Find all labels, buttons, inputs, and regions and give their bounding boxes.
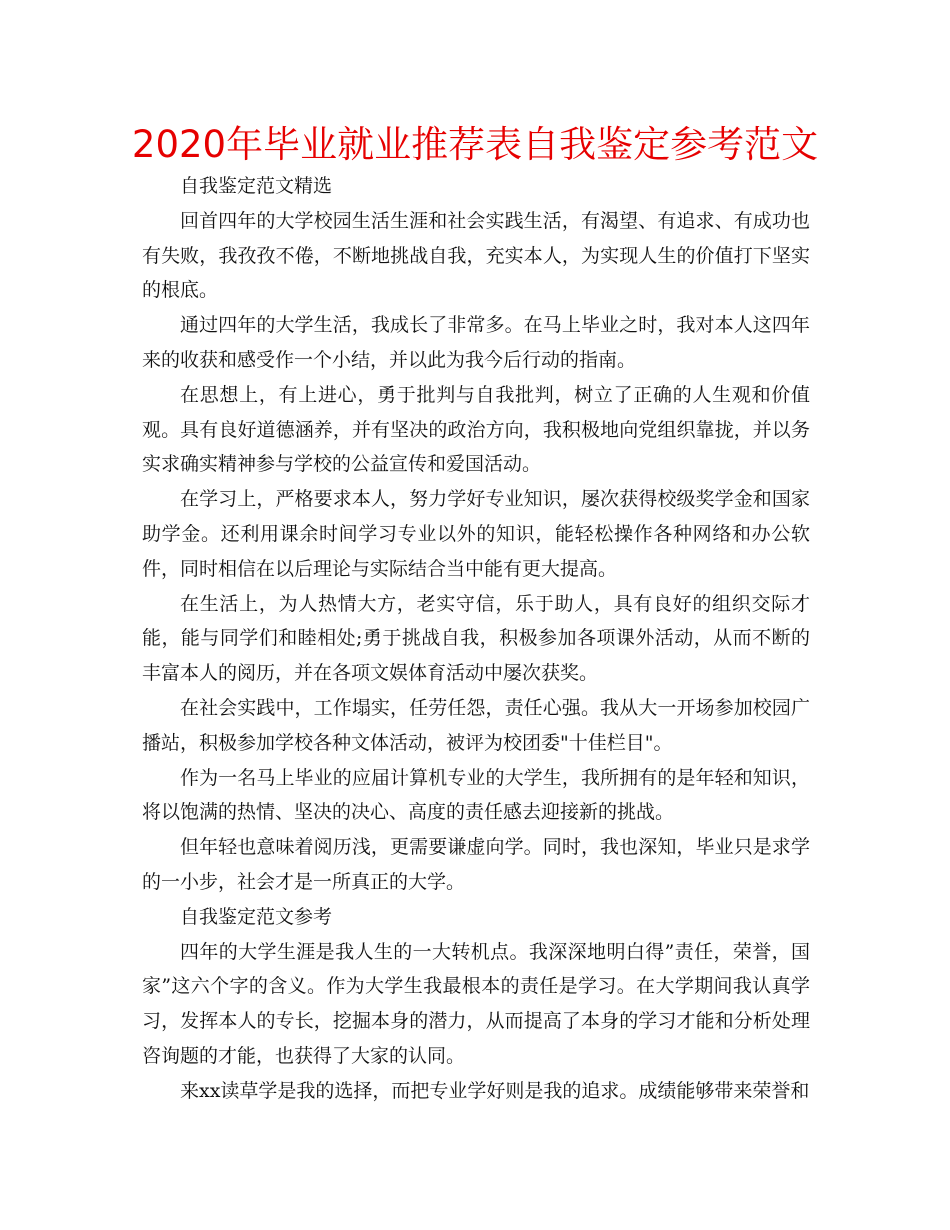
document-body — [142, 169, 810, 1109]
paragraph: 在生活上，为人热情大方，老实守信，乐于助人，具有良好的组织交际才能，能与同学们和睦相处;勇于挑战自我，积极参加各项课外活动，从而不断的丰富本人的阅历，并在各项文娱体育活动中屡次获奖。 — [142, 592, 810, 685]
section-heading: 自我鉴定范文参考 — [180, 905, 333, 928]
section-heading: 自我鉴定范文精选 — [180, 175, 333, 197]
document-title: 2020年毕业就业推荐表自我鉴定参考范文 — [131, 123, 819, 166]
paragraph: 在学习上，严格要求本人，努力学好专业知识，屡次获得校级奖学金和国家助学金。还利用课余时间学习专业以外的知识，能轻松操作各种网络和办公软件，同时相信在以后理论与实际结合当中能有更大提高。 — [142, 488, 810, 580]
paragraph: 在思想上，有上进心，勇于批判与自我批判，树立了正确的人生观和价值观。具有良好道德涵养，并有坚决的政治方向，我积极地向党组织靠拢，并以务实求确实精神参与学校的公益宣传和爱国活动。 — [142, 383, 810, 476]
paragraph: 来xx读草学是我的选择，而把专业学好则是我的追求。成绩能够带来荣誉和 — [180, 1079, 810, 1102]
paragraph: 回首四年的大学校园生活生涯和社会实践生活，有渴望、有追求、有成功也有失败，我孜孜不倦，不断地挑战自我，充实本人，为实现人生的价值打下坚实的根底。 — [142, 209, 810, 302]
paragraph: 但年轻也意味着阅历浅，更需要谦虚向学。同时，我也深知，毕业只是求学的一小步，社会才是一所真正的大学。 — [142, 836, 810, 893]
paragraph: 作为一名马上毕业的应届计算机专业的大学生，我所拥有的是年轻和知识，将以饱满的热情、坚决的决心、高度的责任感去迎接新的挑战。 — [142, 766, 810, 824]
paragraph: 四年的大学生涯是我人生的一大转机点。我深深地明白得”责任，荣誉，国家”这六个字的含义。作为大学生我最根本的责任是学习。在大学期间我认真学习，发挥本人的专长，挖掘本身的潜力，从而提高了本身的学习才能和分析处理咨询题的才能，也获得了大家的认同。 — [142, 940, 810, 1067]
paragraph: 通过四年的大学生活，我成长了非常多。在马上毕业之时，我对本人这四年来的收获和感受作一个小结，并以此为我今后行动的指南。 — [142, 314, 810, 371]
paragraph: 在社会实践中，工作塌实，任劳任怨，责任心强。我从大一开场参加校园广播站，积极参加学校各种文体活动，被评为校团委"十佳栏目"。 — [142, 696, 810, 754]
